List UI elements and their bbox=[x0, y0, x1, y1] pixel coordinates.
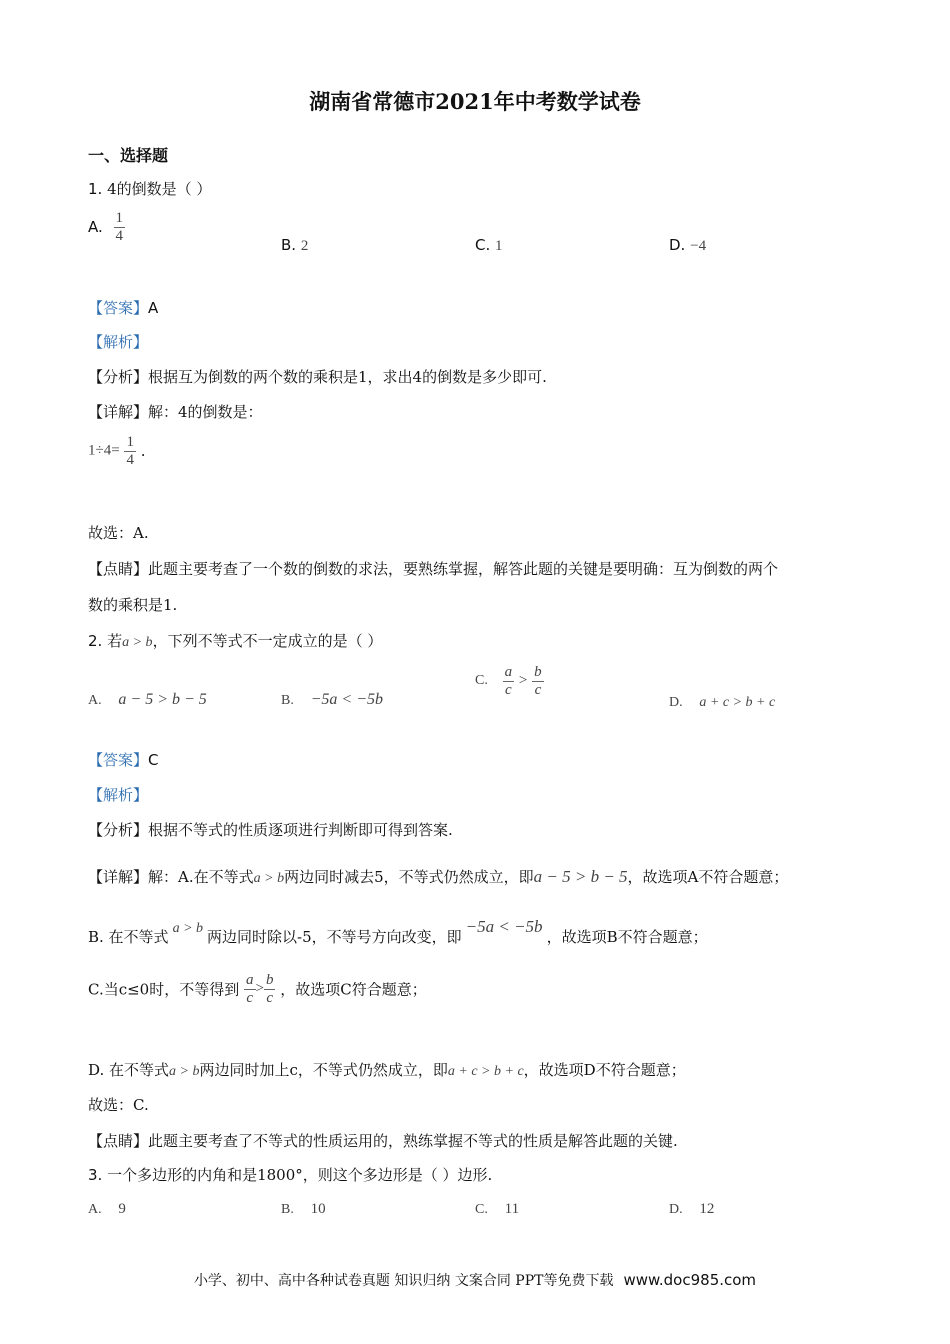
q2-option-c-gt: > bbox=[518, 672, 528, 689]
q2-option-b-expr: −5a < −5b bbox=[310, 691, 384, 708]
q2-option-c-fraction-a bbox=[503, 664, 515, 698]
q1-number: 1. bbox=[88, 180, 103, 198]
q2-option-c-den1: c bbox=[503, 681, 515, 699]
q2-option-a-expr: a − 5 > b − 5 bbox=[118, 691, 207, 708]
q2-option-c-num2: b bbox=[534, 664, 542, 680]
q2-d2-post: ，故选项B不符合题意； bbox=[546, 928, 708, 946]
q2-d3-post: ，故选项C符合题意； bbox=[280, 980, 427, 999]
q1-answer bbox=[88, 297, 158, 318]
page-title: 湖南省常德市2021年中考数学试卷 bbox=[309, 89, 641, 114]
q1-calc-denominator: 4 bbox=[126, 451, 134, 468]
q3-option-a-label: A. bbox=[88, 1202, 102, 1217]
q2-stem-post: ，下列不等式不一定成立的是（ ） bbox=[152, 632, 383, 650]
q2-d2-condition: a > b bbox=[172, 921, 204, 936]
q2-choose: 故选：C. bbox=[88, 1096, 149, 1114]
section-heading: 一、选择题 bbox=[88, 146, 169, 165]
q2-d3-pre: C.当c≤0时，不等得到 bbox=[88, 980, 240, 999]
q1-fenxi-tag: 【分析】 bbox=[88, 368, 149, 386]
q2-d2-pre: B. 在不等式 bbox=[88, 928, 169, 946]
q2-option-c-num1: a bbox=[504, 664, 513, 680]
q1-calc-pre: 1÷4= bbox=[88, 442, 120, 459]
q1-option-d-value: −4 bbox=[690, 238, 707, 254]
q1-stem bbox=[88, 178, 211, 199]
q2-d3-num2: b bbox=[265, 972, 274, 988]
q2-option-c-label: C. bbox=[475, 673, 488, 688]
q3-option-b bbox=[281, 1199, 326, 1218]
q1-answer-value: A bbox=[148, 299, 159, 317]
q1-dianjing-line1 bbox=[88, 558, 778, 579]
q1-option-c-label: C. bbox=[475, 236, 491, 254]
q2-d3-den1: c bbox=[244, 989, 256, 1007]
q3-option-b-label: B. bbox=[281, 1202, 294, 1217]
q1-fenxi bbox=[88, 366, 547, 387]
q2-detail-line3 bbox=[88, 972, 427, 1006]
q2-d4-post: ，故选项D不符合题意； bbox=[523, 1061, 686, 1079]
q1-option-b-label: B. bbox=[281, 236, 297, 254]
q2-option-a bbox=[88, 690, 207, 709]
q2-dianjing bbox=[88, 1130, 678, 1151]
q1-calc-post: . bbox=[140, 442, 146, 460]
q2-d3-fraction-b bbox=[264, 972, 276, 1006]
q2-fenxi bbox=[88, 819, 453, 840]
q2-d3-fraction-a bbox=[244, 972, 256, 1006]
page-footer bbox=[0, 1270, 950, 1290]
q2-d4-pre: D. 在不等式 bbox=[88, 1061, 170, 1079]
q1-option-c-value: 1 bbox=[495, 238, 503, 254]
footer-site-link[interactable]: www.doc985.com bbox=[623, 1271, 757, 1289]
q2-d4-mid: 两边同时加上c，不等式仍然成立，即 bbox=[199, 1061, 448, 1079]
q2-detail-line2 bbox=[88, 917, 708, 947]
q1-option-a-fraction bbox=[114, 210, 126, 244]
footer-text: 小学、初中、高中各种试卷真题 知识归纳 文案合同 PPT等免费下载 bbox=[193, 1273, 614, 1289]
q2-detail-line4 bbox=[88, 1059, 686, 1080]
q1-calculation bbox=[88, 434, 146, 468]
q1-option-d bbox=[669, 236, 706, 255]
q2-option-c-fraction-b bbox=[532, 664, 544, 698]
q2-answer bbox=[88, 749, 159, 770]
q2-d2-expr: −5a < −5b bbox=[465, 917, 543, 936]
q1-option-a-denominator: 4 bbox=[115, 227, 124, 244]
q2-option-d bbox=[669, 692, 775, 711]
q2-option-a-label: A. bbox=[88, 693, 102, 708]
q1-dianjing-tag: 【点睛】 bbox=[88, 560, 149, 578]
q2-d1-expr: a − 5 > b − 5 bbox=[533, 867, 628, 886]
q2-detail-line1 bbox=[88, 866, 788, 887]
q2-stem bbox=[88, 630, 382, 651]
q2-option-b-label: B. bbox=[281, 693, 294, 708]
q3-option-d-label: D. bbox=[669, 1202, 683, 1217]
q1-dianjing-line2: 数的乘积是1. bbox=[88, 596, 178, 614]
q3-option-a bbox=[88, 1199, 126, 1218]
q3-option-c-label: C. bbox=[475, 1202, 488, 1217]
q2-dianjing-text: 此题主要考查了不等式的性质运用的，熟练掌握不等式的性质是解答此题的关键. bbox=[148, 1132, 678, 1150]
q1-calc-fraction bbox=[124, 434, 136, 468]
q1-option-d-label: D. bbox=[669, 236, 686, 254]
q3-stem-text: 一个多边形的内角和是1800°，则这个多边形是（ ）边形. bbox=[107, 1166, 493, 1184]
q2-stem-condition: a > b bbox=[122, 635, 153, 650]
q3-option-c bbox=[475, 1199, 519, 1218]
q3-option-d-value: 12 bbox=[699, 1201, 715, 1217]
q2-d3-den2: c bbox=[264, 989, 276, 1007]
q2-d3-gt: > bbox=[255, 980, 264, 997]
q1-detail bbox=[88, 401, 263, 422]
q1-option-b-value: 2 bbox=[300, 238, 309, 254]
q3-option-d bbox=[669, 1199, 714, 1218]
q2-fenxi-text: 根据不等式的性质逐项进行判断即可得到答案. bbox=[148, 821, 453, 839]
q1-detail-tag: 【详解】 bbox=[88, 403, 149, 421]
q2-fenxi-tag: 【分析】 bbox=[88, 821, 149, 839]
q2-option-d-label: D. bbox=[669, 695, 683, 710]
q3-number: 3. bbox=[88, 1166, 103, 1184]
q2-d3-num1: a bbox=[246, 972, 254, 988]
q1-calc-numerator: 1 bbox=[126, 434, 134, 450]
q2-option-d-expr: a + c > b + c bbox=[699, 695, 776, 710]
q1-stem-text: 4的倒数是（ ） bbox=[107, 180, 212, 198]
q1-fenxi-text: 根据互为倒数的两个数的乘积是1，求出4的倒数是多少即可. bbox=[148, 368, 547, 386]
q1-option-a-numerator: 1 bbox=[115, 210, 124, 226]
q2-dianjing-tag: 【点睛】 bbox=[88, 1132, 149, 1150]
q2-number: 2. bbox=[88, 632, 103, 650]
q2-d4-expr: a + c > b + c bbox=[447, 1064, 524, 1079]
q2-d1-pre: 解：A.在不等式 bbox=[148, 868, 254, 886]
q2-option-b bbox=[281, 690, 383, 709]
q2-d1-mid: 两边同时减去5，不等式仍然成立，即 bbox=[284, 868, 534, 886]
q2-option-c bbox=[475, 664, 544, 698]
q2-d1-post: ，故选项A不符合题意； bbox=[627, 868, 789, 886]
q1-option-c bbox=[475, 236, 503, 255]
q2-answer-tag: 【答案】 bbox=[88, 751, 149, 769]
q2-d2-mid: 两边同时除以-5，不等号方向改变，即 bbox=[207, 928, 462, 946]
q2-option-c-den2: c bbox=[532, 681, 544, 699]
q1-option-a-label: A. bbox=[88, 218, 103, 236]
q1-detail-text: 解：4的倒数是： bbox=[148, 403, 263, 421]
q1-dianjing-text: 此题主要考查了一个数的倒数的求法，要熟练掌握，解答此题的关键是要明确：互为倒数的两个 bbox=[148, 560, 779, 578]
q3-option-b-value: 10 bbox=[310, 1201, 326, 1217]
q1-answer-tag: 【答案】 bbox=[88, 299, 149, 317]
q1-analysis-tag: 【解析】 bbox=[88, 333, 149, 351]
q2-d4-condition: a > b bbox=[169, 1064, 200, 1079]
q1-option-b bbox=[281, 236, 308, 255]
q1-choose: 故选：A. bbox=[88, 524, 149, 542]
q2-answer-value: C bbox=[148, 751, 159, 769]
q2-detail-tag: 【详解】 bbox=[88, 868, 149, 886]
q2-stem-pre: 若 bbox=[107, 632, 123, 650]
q3-option-a-value: 9 bbox=[118, 1201, 126, 1217]
q3-stem bbox=[88, 1164, 492, 1185]
q3-option-c-value: 11 bbox=[504, 1201, 520, 1217]
q2-analysis-tag: 【解析】 bbox=[88, 786, 149, 804]
q1-option-a bbox=[88, 210, 125, 244]
q2-d1-condition: a > b bbox=[253, 871, 285, 886]
